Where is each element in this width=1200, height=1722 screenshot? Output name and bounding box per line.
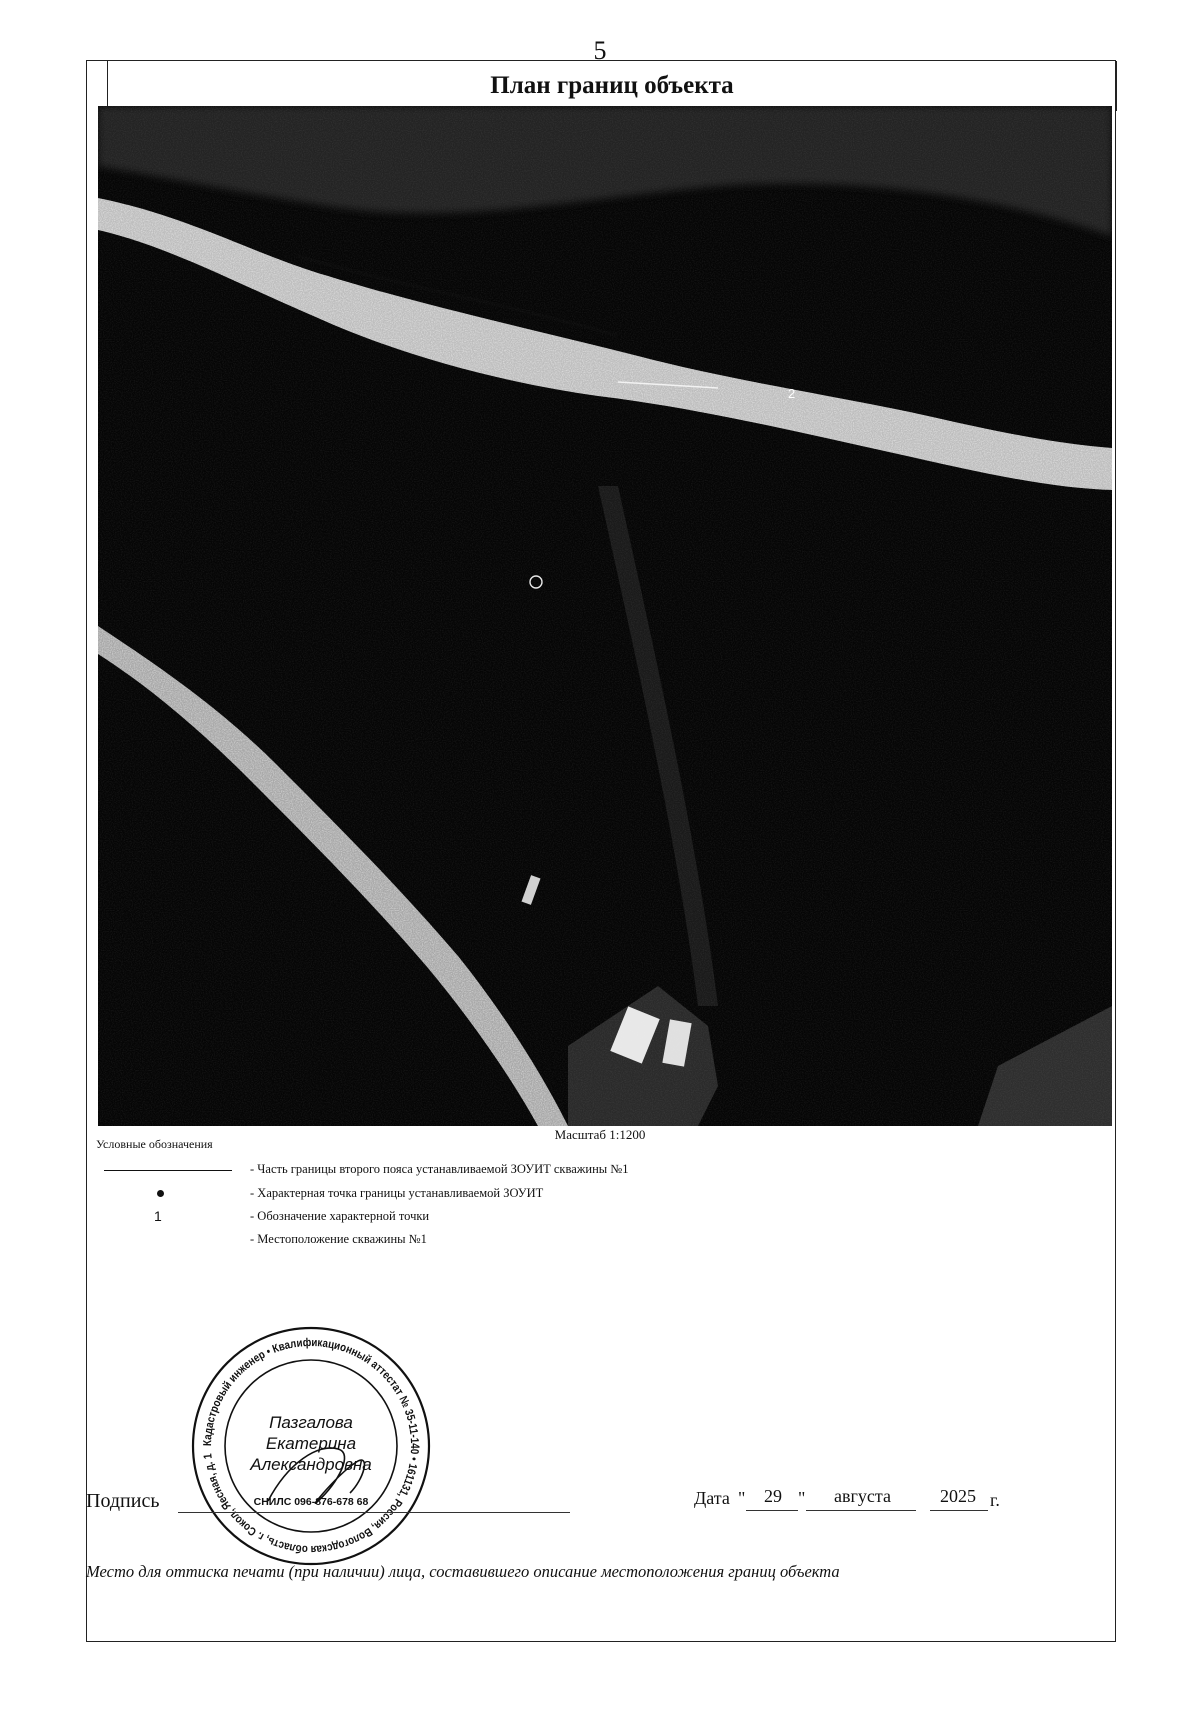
point-number-symbol: 1: [154, 1208, 162, 1224]
legend-item-well-location: [96, 1230, 996, 1250]
date-year: 2025: [940, 1486, 976, 1506]
svg-text:Александровна: Александровна: [250, 1455, 372, 1474]
dot-symbol-icon: [96, 1184, 236, 1204]
page-title: План границ объекта: [107, 61, 1117, 111]
signature-label: Подпись: [86, 1490, 160, 1512]
date-day: 29: [764, 1486, 782, 1506]
legend-item-point: [96, 1184, 996, 1204]
svg-text:СНИЛС 096-876-678 68: СНИЛС 096-876-678 68: [253, 1496, 369, 1508]
line-symbol-icon: [96, 1160, 236, 1180]
circle-symbol-icon: [96, 1230, 236, 1250]
footer-note: Место для оттиска печати (при наличии) лица, составившего описание местоположения границ объекта: [86, 1562, 840, 1581]
date-label: Дата: [694, 1488, 730, 1508]
svg-text:Пазгалова: Пазгалова: [269, 1413, 353, 1432]
legend-title: Условные обозначения: [96, 1137, 213, 1151]
map-scale: Масштаб 1:1200: [554, 1127, 646, 1142]
seal-stamp: [188, 1323, 434, 1569]
satellite-map: [98, 106, 1112, 1126]
legend-item-text: - Часть границы второго пояса устанавливаемой ЗОУИТ скважины №1: [250, 1162, 629, 1176]
svg-text:Кадастровый инженер • Квалифик: Кадастровый инженер • Квалификационный аттестат № 35-11-140 • 161131, Россия, Вологодская область, г. Сокол, Яесная, д. 1: [201, 1336, 421, 1556]
year-suffix: г.: [990, 1490, 1000, 1510]
svg-text:Екатерина: Екатерина: [265, 1434, 357, 1453]
legend-item-point-number: [96, 1207, 996, 1227]
legend-item-text: - Обозначение характерной точки: [250, 1209, 430, 1223]
signature-line: [178, 1512, 570, 1513]
point-label: 2: [788, 386, 796, 401]
date-month: августа: [834, 1486, 891, 1506]
legend-item-text: - Местоположение скважины №1: [250, 1232, 427, 1246]
page-number: 5: [593, 36, 607, 65]
aerial-photo: [98, 106, 1112, 1126]
legend-item-boundary-line: [96, 1160, 996, 1180]
legend-item-text: - Характерная точка границы устанавливаемой ЗОУИТ: [250, 1186, 544, 1200]
